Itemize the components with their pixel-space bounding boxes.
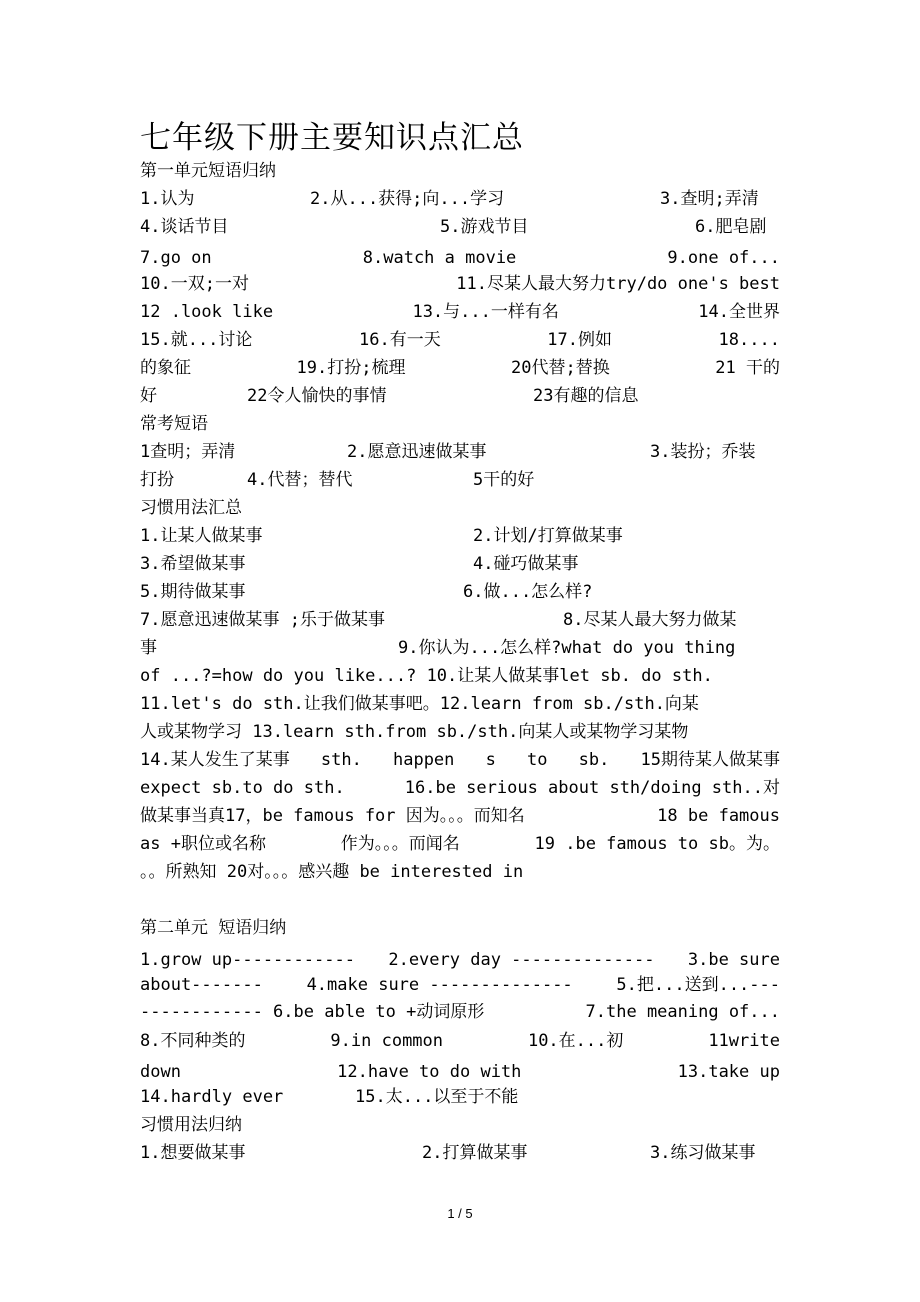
text-line [140, 355, 780, 381]
text-segment: as +职位或名称 [140, 834, 266, 854]
text-segment: 19.打扮;梳理 [296, 358, 406, 378]
text-line [140, 467, 780, 493]
text-segment: sth. [320, 750, 362, 770]
text-line [140, 214, 780, 240]
text-segment: 的象征 [140, 358, 191, 378]
text-segment: 15期待某人做某事 [640, 750, 780, 770]
text-line [140, 523, 780, 549]
text-segment: 4.碰巧做某事 [473, 554, 579, 574]
text-line [140, 663, 780, 689]
text-segment: 2.愿意迅速做某事 [347, 442, 487, 462]
document-title: 七年级下册主要知识点汇总 [140, 120, 524, 156]
text-segment: 3.希望做某事 [140, 554, 246, 574]
text-segment: 打扮 [140, 470, 174, 490]
text-line [140, 719, 780, 745]
text-segment: 22令人愉快的事情 [247, 386, 387, 406]
text-segment: 11.let's do sth.让我们做某事吧。12.learn from sb./sth.向某 [140, 694, 699, 714]
text-segment: 习惯用法归纳 [140, 1115, 242, 1135]
text-line [140, 831, 780, 857]
text-segment: 1.想要做某事 [140, 1143, 246, 1163]
text-segment: 16.有一天 [358, 330, 441, 350]
text-segment: 10.在...初 [527, 1031, 624, 1051]
text-segment: 8.尽某人最大努力做某 [563, 610, 737, 630]
text-segment: 2.打算做某事 [422, 1143, 528, 1163]
text-segment: 1.让某人做某事 [140, 526, 263, 546]
text-segment: 9.one of... [667, 248, 780, 268]
text-segment: 10.一双;一对 [140, 274, 249, 294]
text-segment: 作为。。。而闻名 [340, 834, 460, 854]
text-segment: 1查明；弄清 [140, 442, 236, 462]
text-segment: 6.做...怎么样? [463, 582, 593, 602]
text-segment: 12 .look like [140, 302, 274, 322]
text-line [140, 299, 780, 325]
text-segment: 18.... [718, 330, 780, 350]
text-segment: 人或某物学习 13.learn sth.from sb./sth.向某人或某物学习某物 [140, 722, 689, 742]
text-segment: 习惯用法汇总 [140, 498, 242, 518]
text-segment: 17.例如 [547, 330, 612, 350]
text-segment: 14.某人发生了某事 [140, 750, 290, 770]
text-line [140, 271, 780, 297]
text-segment: 第一单元短语归纳 [140, 161, 276, 181]
text-segment: 21 干的 [715, 358, 780, 378]
text-segment: 5.期待做某事 [140, 582, 246, 602]
section-heading [140, 495, 780, 521]
section-heading [140, 411, 780, 437]
text-line [140, 775, 780, 801]
page-number: 1 / 5 [447, 1206, 473, 1221]
text-line [140, 999, 780, 1025]
section-heading [140, 915, 780, 941]
text-segment: 20代替;替换 [511, 358, 610, 378]
text-segment: 做某事当真17，be famous for 因为。。。而知名 [140, 806, 525, 826]
text-segment: 12.have to do with [337, 1062, 522, 1082]
text-line [140, 439, 780, 465]
text-line [140, 1059, 780, 1085]
text-segment: to [526, 750, 548, 770]
text-segment: 16.be serious about sth/doing sth..对 [404, 778, 780, 798]
text-segment: 19 .be famous to sb。为。 [534, 834, 780, 854]
text-segment: 13.与...一样有名 [412, 302, 559, 322]
text-segment: s [485, 750, 496, 770]
text-segment: 8.不同种类的 [140, 1031, 246, 1051]
text-segment: 好 [140, 386, 157, 406]
text-segment: 4.谈话节目 [140, 217, 229, 237]
text-segment: 5干的好 [473, 470, 535, 490]
text-segment: 9.你认为...怎么样?what do you thing [398, 638, 736, 658]
text-line [140, 635, 780, 661]
text-line [140, 1140, 780, 1166]
text-segment: 8.watch a movie [362, 248, 517, 268]
text-segment: 6.肥皂剧 [695, 217, 767, 237]
text-segment: 14.hardly ever [140, 1087, 284, 1107]
text-line [140, 691, 780, 717]
text-segment: 2.every day -------------- [388, 950, 655, 970]
text-segment: 23有趣的信息 [533, 386, 639, 406]
section-heading [140, 1112, 780, 1138]
text-line [140, 607, 780, 633]
text-segment: 常考短语 [140, 414, 208, 434]
text-line [140, 579, 780, 605]
text-segment: sb. [578, 750, 610, 770]
text-segment: 4.make sure -------------- [306, 975, 573, 995]
text-segment: ------------ 6.be able to +动词原形 [140, 1002, 485, 1022]
text-segment: 18 be famous [657, 806, 780, 826]
text-segment: down [140, 1062, 181, 1082]
text-segment: 1.认为 [140, 189, 195, 209]
text-segment: 11write [708, 1031, 780, 1051]
text-segment: 2.从...获得;向...学习 [310, 189, 505, 209]
text-segment: 1.grow up------------ [140, 950, 355, 970]
text-segment: about------- [140, 975, 263, 995]
text-segment: 15.就...讨论 [140, 330, 253, 350]
text-line [140, 747, 780, 773]
text-segment: 7.愿意迅速做某事 ;乐于做某事 [140, 610, 385, 630]
text-segment: 7.go on [140, 248, 212, 268]
text-segment: 第二单元 短语归纳 [140, 918, 287, 938]
text-segment: 3.练习做某事 [650, 1143, 756, 1163]
text-segment: happen [392, 750, 455, 770]
text-line [140, 803, 780, 829]
text-segment: 5.把...送到...--- [616, 975, 780, 995]
text-line [140, 327, 780, 353]
text-segment: 。。所熟知 20对。。。感兴趣 be interested in [140, 862, 524, 882]
text-segment: 11.尽某人最大努力try/do one's best [456, 274, 780, 294]
text-segment: 13.take up [677, 1062, 780, 1082]
text-segment: 3.查明;弄清 [660, 189, 759, 209]
text-segment: 14.全世界 [698, 302, 780, 322]
text-segment: of ...?=how do you like...? 10.让某人做某事let sb. do sth. [140, 666, 713, 686]
text-segment: expect sb.to do sth. [140, 778, 345, 798]
text-segment: 事 [140, 638, 157, 658]
text-segment: 15.太...以至于不能 [355, 1087, 519, 1107]
text-line [140, 1084, 780, 1110]
text-segment: 3.装扮；乔装 [650, 442, 756, 462]
text-line [140, 859, 780, 885]
text-segment: 2.计划/打算做某事 [473, 526, 623, 546]
text-segment: 7.the meaning of... [585, 1002, 780, 1022]
text-segment: 3.be sure [687, 950, 780, 970]
section-heading [140, 158, 780, 184]
text-line [140, 972, 780, 998]
text-line [140, 1028, 780, 1054]
text-segment: 4.代替；替代 [247, 470, 353, 490]
text-line [140, 383, 780, 409]
text-segment: 5.游戏节目 [440, 217, 529, 237]
text-line [140, 947, 780, 973]
text-line [140, 186, 780, 212]
text-line [140, 245, 780, 271]
text-line [140, 551, 780, 577]
text-segment: 9.in common [330, 1031, 444, 1051]
